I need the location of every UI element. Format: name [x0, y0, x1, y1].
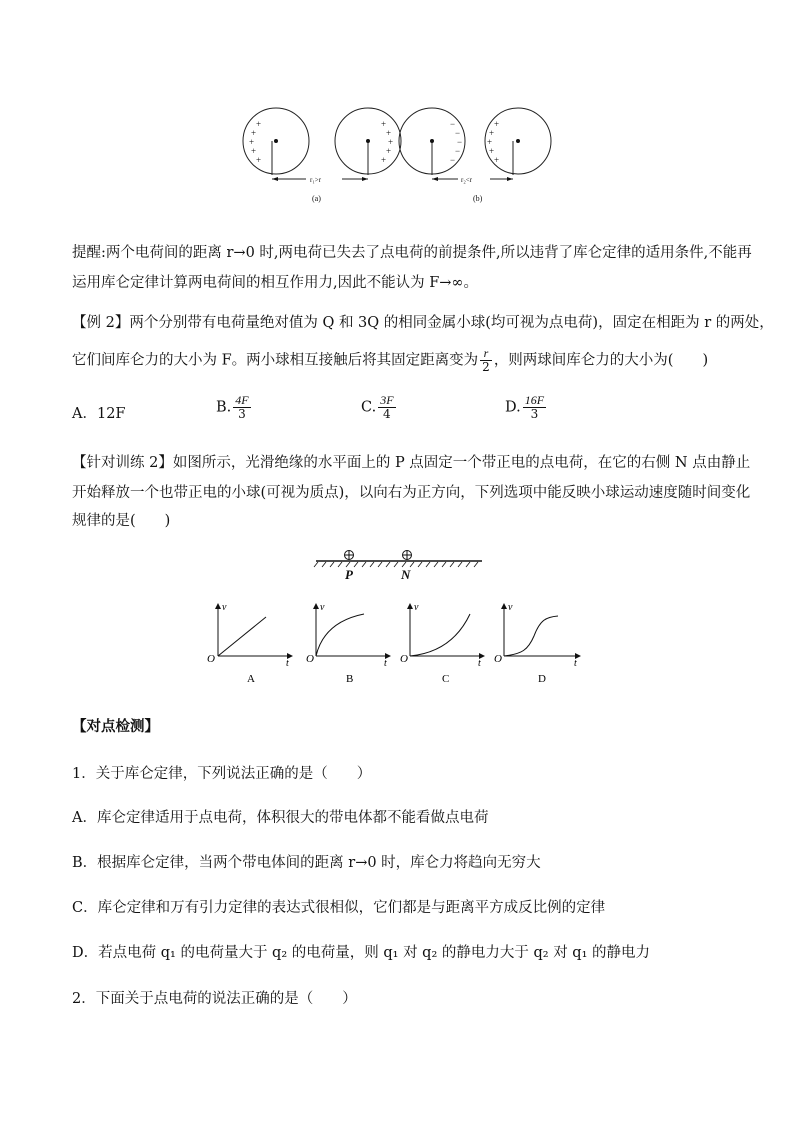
- note-line-1: 提醒:两个电荷间的距离 r→0 时,两电荷已失去了点电荷的前提条件,所以违背了库仑定律的适用条件,不能再: [72, 245, 752, 261]
- svg-text:−: −: [455, 128, 461, 138]
- graph-a-v-label: v: [222, 602, 227, 613]
- example2-line-1: 【例 2】两个分别带有电荷量绝对值为 Q 和 3Q 的相同金属小球(均可视为点电荷)，固定在相距为 r 的两处，: [72, 315, 774, 331]
- example2-line-2-post: ，则两球间库仑力的大小为( ): [493, 352, 709, 369]
- example2-line-2-pre: 它们间库仑力的大小为 F。两小球相互接触后将其固定距离变为: [72, 352, 479, 369]
- surface-figure: [312, 544, 487, 584]
- svg-text:−: −: [450, 119, 456, 129]
- svg-text:+: +: [494, 155, 500, 165]
- graph-b: [316, 604, 390, 656]
- charged-spheres-figure: [240, 105, 560, 210]
- svg-text:+: +: [251, 128, 257, 138]
- q1-option-d: D．若点电荷 q₁ 的电荷量大于 q₂ 的电荷量，则 q₁ 对 q₂ 的静电力大于 q₂ 对 q₁ 的静电力: [72, 945, 651, 961]
- fraction-denominator: 2: [482, 360, 490, 374]
- point-p-label: P: [345, 567, 353, 582]
- svg-text:−: −: [455, 146, 461, 156]
- example2-option-b: [216, 394, 253, 421]
- graph-c-t-label: t: [478, 658, 481, 669]
- svg-text:+: +: [489, 128, 495, 138]
- graph-c-label: C: [442, 673, 450, 685]
- graph-a: [218, 604, 292, 656]
- svg-text:−: −: [457, 137, 463, 147]
- graph-b-curve: [316, 614, 364, 656]
- graph-b-o-label: O: [306, 653, 314, 665]
- graph-a-curve: [218, 617, 266, 656]
- option-b-fraction: [233, 394, 250, 421]
- svg-text:+: +: [386, 128, 392, 138]
- graph-c: [410, 604, 484, 656]
- option-d-prefix: D.: [505, 399, 521, 416]
- option-b-denominator: 3: [238, 407, 246, 421]
- option-b-numerator: 4F: [235, 393, 249, 407]
- graph-c-curve: [410, 614, 470, 656]
- q1-option-a: A．库仑定律适用于点电荷，体积很大的带电体都不能看做点电荷: [72, 810, 489, 826]
- svg-text:−: −: [450, 155, 456, 165]
- charge-n-icon: [403, 551, 412, 560]
- graph-d-label: D: [538, 673, 546, 685]
- svg-text:+: +: [251, 146, 257, 156]
- q1-stem: 1．关于库仑定律，下列说法正确的是（ ）: [72, 766, 372, 782]
- graph-d-o-label: O: [494, 653, 502, 665]
- graph-c-v-label: v: [414, 602, 419, 613]
- training2-line-1: 【针对训练 2】如图所示，光滑绝缘的水平面上的 P 点固定一个带正电的点电荷，在它的右侧 N 点由静止: [72, 455, 751, 471]
- graph-d: [504, 604, 580, 656]
- graph-a-label: A: [247, 673, 255, 685]
- svg-text:+: +: [388, 137, 394, 147]
- svg-text:+: +: [386, 146, 392, 156]
- option-a-text: A．12F: [72, 406, 126, 422]
- graph-d-curve: [504, 616, 558, 656]
- point-n-label: N: [401, 567, 411, 582]
- q2-stem: 2．下面关于点电荷的说法正确的是（ ）: [72, 991, 357, 1007]
- r-over-2-fraction: [480, 347, 492, 374]
- graph-a-t-label: t: [286, 658, 289, 669]
- caption-a: (a): [312, 194, 321, 203]
- svg-text:+: +: [489, 146, 495, 156]
- svg-text:+: +: [381, 119, 387, 129]
- graph-d-t-label: t: [574, 658, 577, 669]
- svg-text:+: +: [256, 155, 262, 165]
- svg-text:+: +: [256, 119, 262, 129]
- svg-text:+: +: [494, 119, 500, 129]
- svg-text:+: +: [487, 137, 493, 147]
- option-c-denominator: 4: [383, 407, 391, 421]
- graph-b-v-label: v: [320, 602, 325, 613]
- training2-line-2: 开始释放一个也带正电的小球(可视为质点)，以向右为正方向，下列选项中能反映小球运动速度随时间变化: [72, 485, 751, 501]
- example2-option-d: [505, 394, 548, 421]
- caption-b: (b): [473, 194, 483, 203]
- q1-option-b: B．根据库仑定律，当两个带电体间的距离 r→0 时，库仑力将趋向无穷大: [72, 855, 541, 871]
- example2-option-a: [72, 404, 125, 424]
- q1-option-c: C．库仑定律和万有引力定律的表达式很相似，它们都是与距离平方成反比例的定律: [72, 900, 606, 916]
- graph-c-o-label: O: [400, 653, 408, 665]
- graph-b-label: B: [346, 673, 354, 685]
- example2-option-c: [361, 394, 398, 421]
- section-title: 【对点检测】: [72, 718, 159, 735]
- vt-graphs-figure: [202, 600, 592, 690]
- example2-line-2: [72, 347, 708, 374]
- svg-text:+: +: [381, 155, 387, 165]
- graph-b-t-label: t: [384, 658, 387, 669]
- graph-d-v-label: v: [508, 602, 513, 613]
- training2-line-3: 规律的是( ): [72, 513, 171, 529]
- option-c-fraction: [378, 394, 395, 421]
- option-c-prefix: C.: [361, 399, 377, 416]
- r1-label: r₁>r: [310, 176, 322, 184]
- fraction-numerator: r: [480, 347, 492, 361]
- option-d-fraction: [523, 394, 546, 421]
- r2-label: r₂<r: [461, 176, 473, 184]
- option-c-numerator: 3F: [380, 393, 394, 407]
- graph-a-o-label: O: [207, 653, 215, 665]
- note-line-2: 运用库仑定律计算两电荷间的相互作用力,因此不能认为 F→∞。: [72, 275, 479, 291]
- option-b-prefix: B.: [216, 399, 232, 416]
- option-d-denominator: 3: [530, 407, 539, 421]
- charge-p-icon: [345, 551, 354, 560]
- svg-text:+: +: [249, 137, 255, 147]
- option-d-numerator: 16F: [524, 393, 545, 407]
